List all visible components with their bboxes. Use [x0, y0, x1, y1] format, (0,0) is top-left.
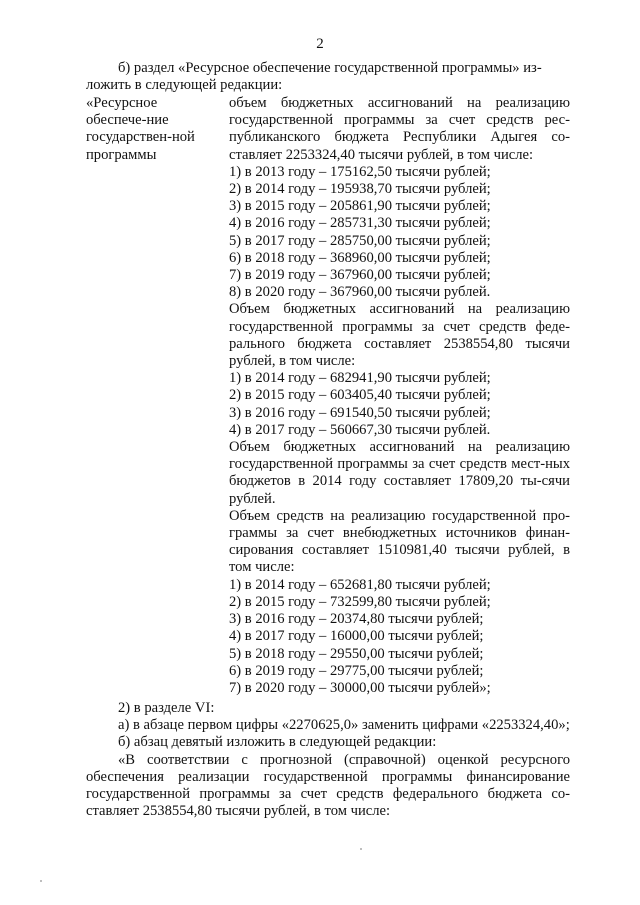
section-vi-item-b: б) абзац девятый изложить в следующей редакции: [118, 734, 437, 751]
section-vi [86, 700, 570, 820]
list-item: 6) в 2019 году – 29775,00 тысячи рублей; [229, 662, 484, 679]
section-vi-item-a: а) в абзаце первом цифры «2270625,0» заменить цифрами «2253324,40»; [118, 717, 570, 734]
list-item: 5) в 2017 году – 285750,00 тысячи рублей; [229, 232, 491, 249]
section-vi-heading: 2) в разделе VI: [118, 700, 215, 716]
intro-paragraph [86, 60, 570, 94]
list-item: 3) в 2015 году – 205861,90 тысячи рублей; [229, 198, 491, 215]
list-item: 1) в 2013 году – 175162,50 тысячи рублей; [229, 163, 491, 180]
extrabudgetary-list [229, 577, 570, 697]
scan-speck [360, 848, 362, 850]
list-item: 2) в 2014 году – 195938,70 тысячи рублей; [229, 181, 491, 198]
list-item: 2) в 2015 году – 603405,40 тысячи рублей; [229, 387, 491, 404]
list-item: 4) в 2017 году – 16000,00 тысячи рублей; [229, 628, 484, 645]
section-vi-quote: «В соответствии с прогнозной (справочной) оценкой ресурсного обеспечения реализации государственной программы финансирование государственной программы за счет средств федерального бюджета со-ставляет 2538554,80 тысячи рублей, в том числе: [86, 751, 570, 820]
list-item: 4) в 2016 году – 285731,30 тысячи рублей; [229, 215, 491, 232]
list-item: 1) в 2014 году – 682941,90 тысячи рублей; [229, 370, 491, 387]
table-right-content [229, 95, 570, 697]
federal-budget-list [229, 370, 570, 439]
regional-budget-paragraph: объем бюджетных ассигнований на реализацию государственной программы за счет средств рес-публиканского бюджета Республики Адыгея со-ставляет 2253324,40 тысячи рублей, в том числе: [229, 95, 570, 163]
page-number: 2 [316, 36, 324, 52]
list-item: 7) в 2019 году – 367960,00 тысячи рублей; [229, 267, 491, 284]
list-item: 5) в 2018 году – 29550,00 тысячи рублей; [229, 645, 484, 662]
local-budget-paragraph: Объем бюджетных ассигнований на реализацию государственной программы за счет средств мест-ных бюджетов в 2014 году составляет 17809,20 ты-сячи рублей. [229, 439, 570, 507]
extrabudgetary-paragraph: Объем средств на реализацию государственной про-граммы за счет внебюджетных источников финан-сирования составляет 1510981,40 тысячи рублей, в том числе: [229, 507, 570, 576]
list-item: 4) в 2017 году – 560667,30 тысячи рублей. [229, 421, 491, 438]
list-item: 3) в 2016 году – 20374,80 тысячи рублей; [229, 611, 484, 628]
list-item: 3) в 2016 году – 691540,50 тысячи рублей; [229, 404, 491, 421]
regional-budget-list [229, 164, 570, 302]
table-left-label: «Ресурсное обеспече-ние государствен-ной программы [86, 95, 195, 163]
scan-speck [40, 880, 42, 882]
list-item: 7) в 2020 году – 30000,00 тысячи рублей»; [229, 679, 491, 696]
intro-line-1: б) раздел «Ресурсное обеспечение государственной программы» из- [118, 60, 542, 76]
list-item: 8) в 2020 году – 367960,00 тысячи рублей. [229, 284, 491, 301]
list-item: 1) в 2014 году – 652681,80 тысячи рублей; [229, 576, 491, 593]
list-item: 6) в 2018 году – 368960,00 тысячи рублей; [229, 249, 491, 266]
federal-budget-paragraph: Объем бюджетных ассигнований на реализацию государственной программы за счет средств феде-рального бюджета составляет 2538554,80 тысячи рублей, в том числе: [229, 301, 570, 370]
list-item: 2) в 2015 году – 732599,80 тысячи рублей; [229, 593, 491, 610]
intro-line-2: ложить в следующей редакции: [86, 77, 283, 94]
